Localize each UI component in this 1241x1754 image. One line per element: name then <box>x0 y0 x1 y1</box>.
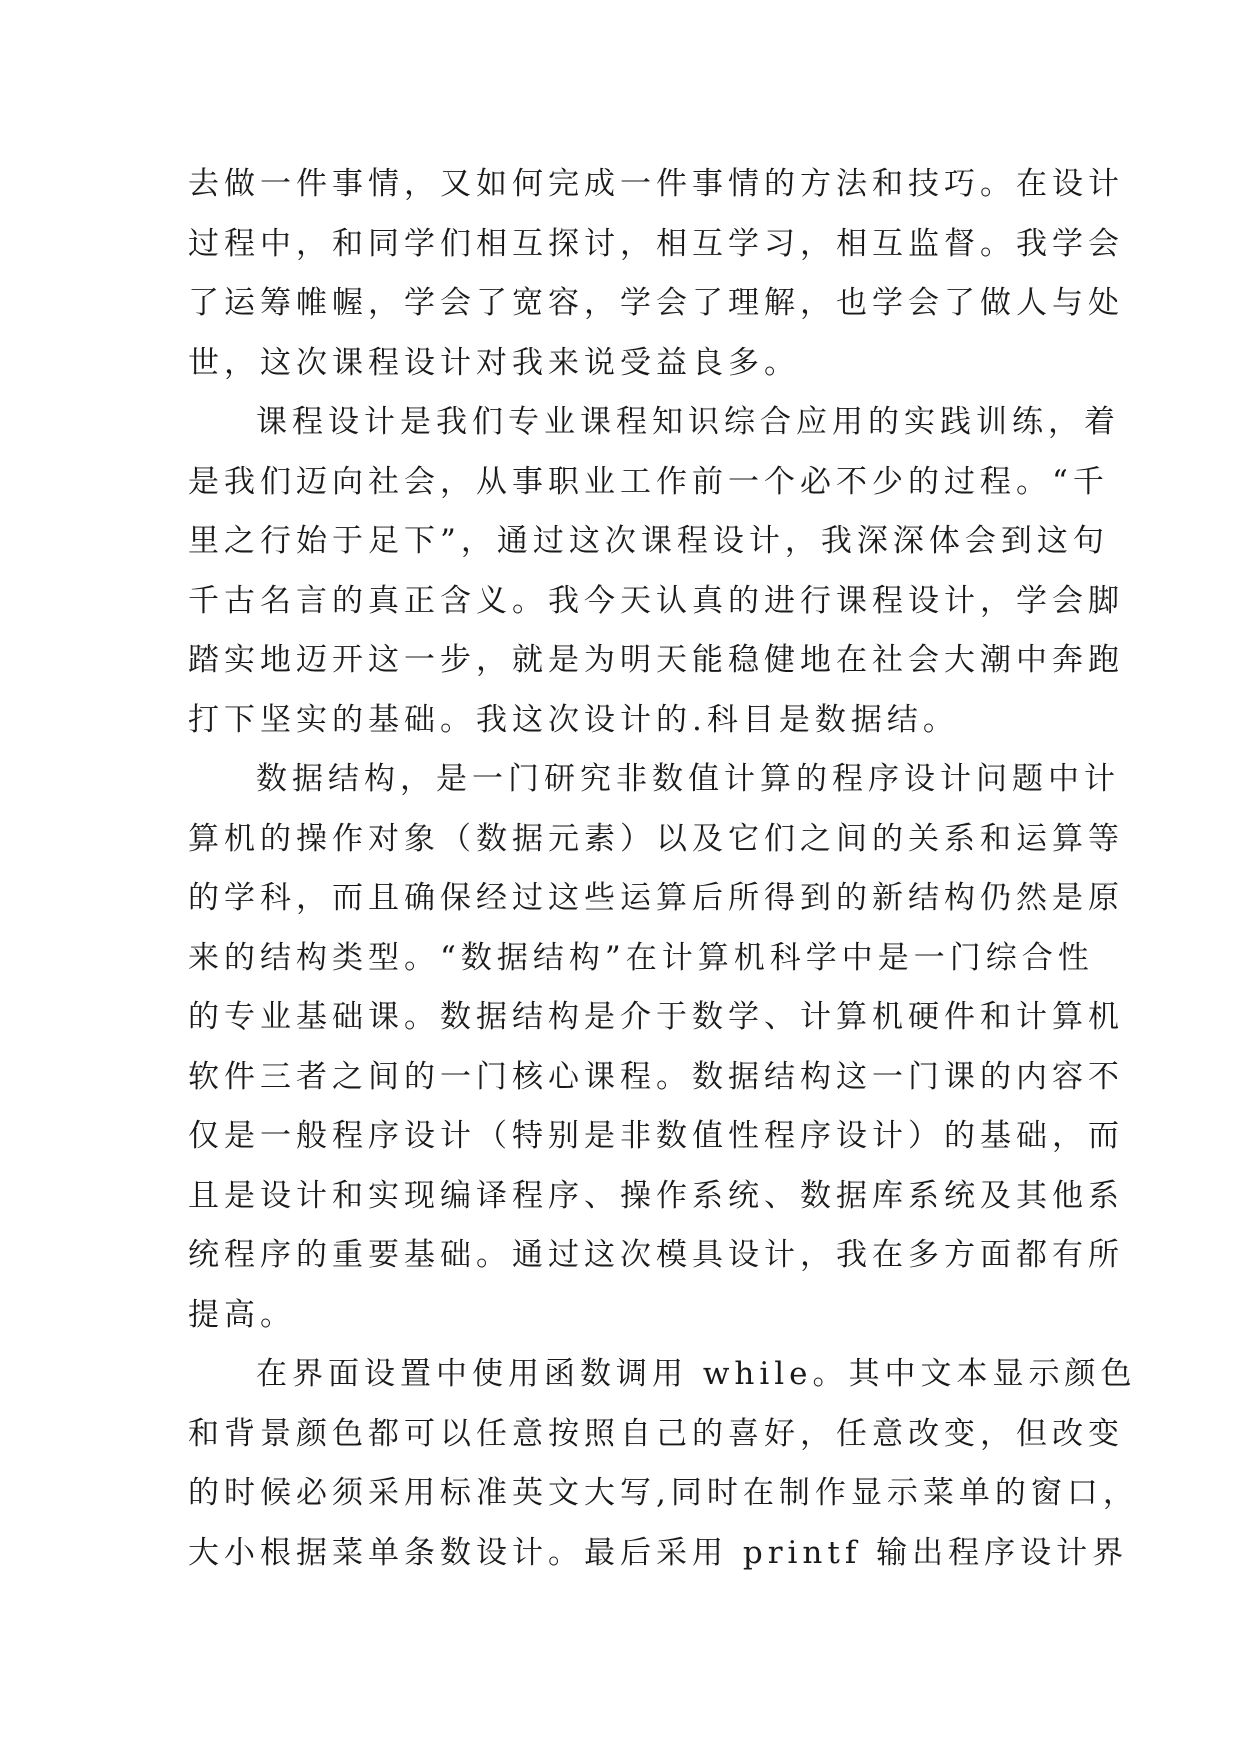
text-line: 统程序的重要基础。通过这次模具设计，我在多方面都有所 <box>188 1237 1124 1273</box>
text-line: 提高。 <box>188 1296 296 1333</box>
text-line: 千古名言的真正含义。我今天认真的进行课程设计，学会脚 <box>188 582 1124 619</box>
text-line: 仅是一般程序设计（特别是非数值性程序设计）的基础，而 <box>188 1118 1124 1154</box>
paragraph-first-line: 在界面设置中使用函数调用 while。其中文本显示颜色 <box>256 1356 1137 1392</box>
text-line: 去做一件事情，又如何完成一件事情的方法和技巧。在设计 <box>188 166 1124 202</box>
body-text <box>188 155 1139 1583</box>
text-line: 和背景颜色都可以任意按照自己的喜好，任意改变，但改变 <box>188 1415 1124 1452</box>
text-line: 过程中，和同学们相互探讨，相互学习，相互监督。我学会 <box>188 225 1124 262</box>
text-line: 的学科，而且确保经过这些运算后所得到的新结构仍然是原 <box>188 880 1124 916</box>
text-line: 软件三者之间的一门核心课程。数据结构这一门课的内容不 <box>188 1058 1124 1095</box>
text-line: 来的结构类型。“数据结构”在计算机科学中是一门综合性 <box>188 939 1094 976</box>
text-line: 且是设计和实现编译程序、操作系统、数据库系统及其他系 <box>188 1177 1124 1214</box>
text-line: 的专业基础课。数据结构是介于数学、计算机硬件和计算机 <box>188 999 1124 1035</box>
text-line: 是我们迈向社会，从事职业工作前一个必不少的过程。“千 <box>188 463 1109 500</box>
text-line: 里之行始于足下”，通过这次课程设计，我深深体会到这句 <box>188 523 1109 559</box>
text-line: 大小根据菜单条数设计。最后采用 printf 输出程序设计界 <box>188 1534 1129 1571</box>
paragraph-first-line: 课程设计是我们专业课程知识综合应用的实践训练，着 <box>256 404 1120 440</box>
text-line: 世，这次课程设计对我来说受益良多。 <box>188 344 800 381</box>
paragraph-first-line: 数据结构，是一门研究非数值计算的程序设计问题中计 <box>256 761 1120 797</box>
text-line: 打下坚实的基础。我这次设计的.科目是数据结。 <box>188 701 959 738</box>
text-line: 踏实地迈开这一步，就是为明天能稳健地在社会大潮中奔跑 <box>188 642 1124 678</box>
text-line: 的时候必须采用标准英文大写,同时在制作显示菜单的窗口， <box>188 1475 1139 1511</box>
text-line: 了运筹帷幄，学会了宽容，学会了理解，也学会了做人与处 <box>188 285 1124 321</box>
text-line: 算机的操作对象（数据元素）以及它们之间的关系和运算等 <box>188 820 1124 857</box>
